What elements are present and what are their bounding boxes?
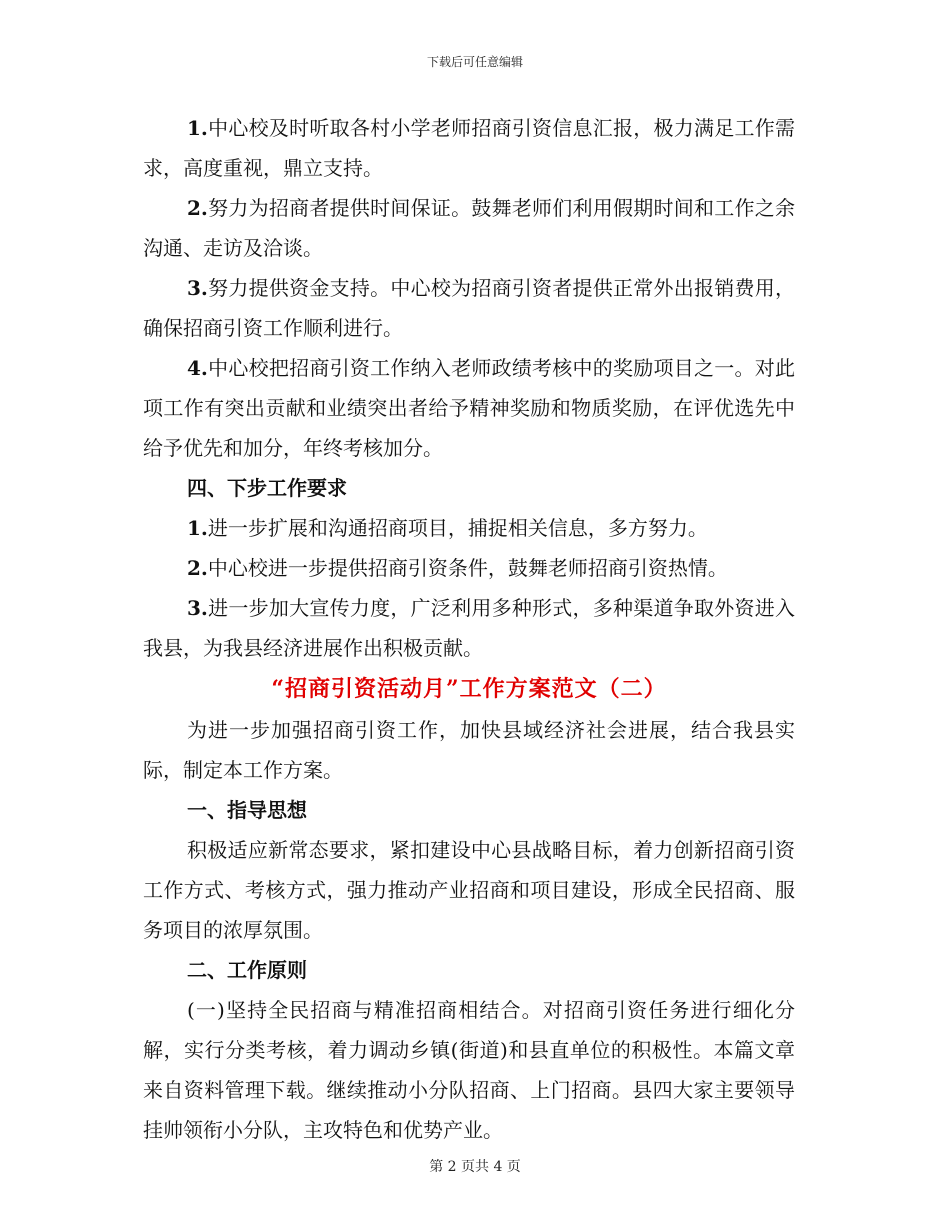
- list-item: [143, 508, 795, 548]
- item-number: 3.: [187, 596, 208, 620]
- list-item: [143, 268, 795, 348]
- item-number: 3.: [187, 276, 208, 300]
- list-item: [143, 188, 795, 268]
- item-text: 中心校把招商引资工作纳入老师政绩考核中的奖励项目之一。对此项工作有突出贡献和业绩突出者给予精神奖励和物质奖励，在评优选先中给予优先和加分，年终考核加分。: [143, 356, 795, 460]
- body-paragraph: 积极适应新常态要求，紧扣建设中心县战略目标，着力创新招商引资工作方式、考核方式，强力推动产业招商和项目建设，形成全民招商、服务项目的浓厚氛围。: [143, 838, 795, 942]
- item-number: 1.: [187, 516, 208, 540]
- intro-paragraph: 为进一步加强招商引资工作，加快县域经济社会进展，结合我县实际，制定本工作方案。: [143, 718, 795, 782]
- document-body: [143, 108, 795, 1150]
- list-item: [143, 588, 795, 668]
- list-item: [143, 108, 795, 188]
- item-text: 进一步扩展和沟通招商项目，捕捉相关信息，多方努力。: [207, 516, 708, 540]
- page-footer: 第 2 页共 4 页: [429, 1159, 521, 1175]
- item-number: 2.: [187, 556, 208, 580]
- item-text: 努力提供资金支持。中心校为招商引资者提供正常外出报销费用，确保招商引资工作顺利进行。: [143, 276, 795, 340]
- item-number: 2.: [187, 196, 208, 220]
- section-heading: 一、指导思想: [187, 798, 307, 822]
- item-text: 中心校进一步提供招商引资条件，鼓舞老师招商引资热情。: [207, 556, 728, 580]
- section-heading: 二、工作原则: [187, 958, 307, 982]
- document-title: “招商引资活动月”工作方案范文（二）: [271, 676, 667, 702]
- item-text: 努力为招商者提供时间保证。鼓舞老师们利用假期时间和工作之余沟通、走访及洽谈。: [143, 196, 795, 260]
- item-number: 4.: [187, 356, 208, 380]
- item-text: 中心校及时听取各村小学老师招商引资信息汇报，极力满足工作需求，高度重视，鼎立支持。: [143, 116, 795, 180]
- section-heading: 四、下步工作要求: [187, 476, 347, 500]
- item-number: 1.: [187, 116, 208, 140]
- item-text: 进一步加大宣传力度，广泛利用多种形式，多种渠道争取外资进入我县，为我县经济进展作出积极贡献。: [143, 596, 795, 660]
- body-paragraph: (一)坚持全民招商与精准招商相结合。对招商引资任务进行细化分解，实行分类考核，着力调动乡镇(街道)和县直单位的积极性。本篇文章来自资料管理下载。继续推动小分队招商、上门招商。县四大家主要领导挂帅领衔小分队，主攻特色和优势产业。: [143, 998, 795, 1142]
- list-item: [143, 548, 795, 588]
- page-header: 下载后可任意编辑: [426, 55, 523, 69]
- list-item: [143, 348, 795, 468]
